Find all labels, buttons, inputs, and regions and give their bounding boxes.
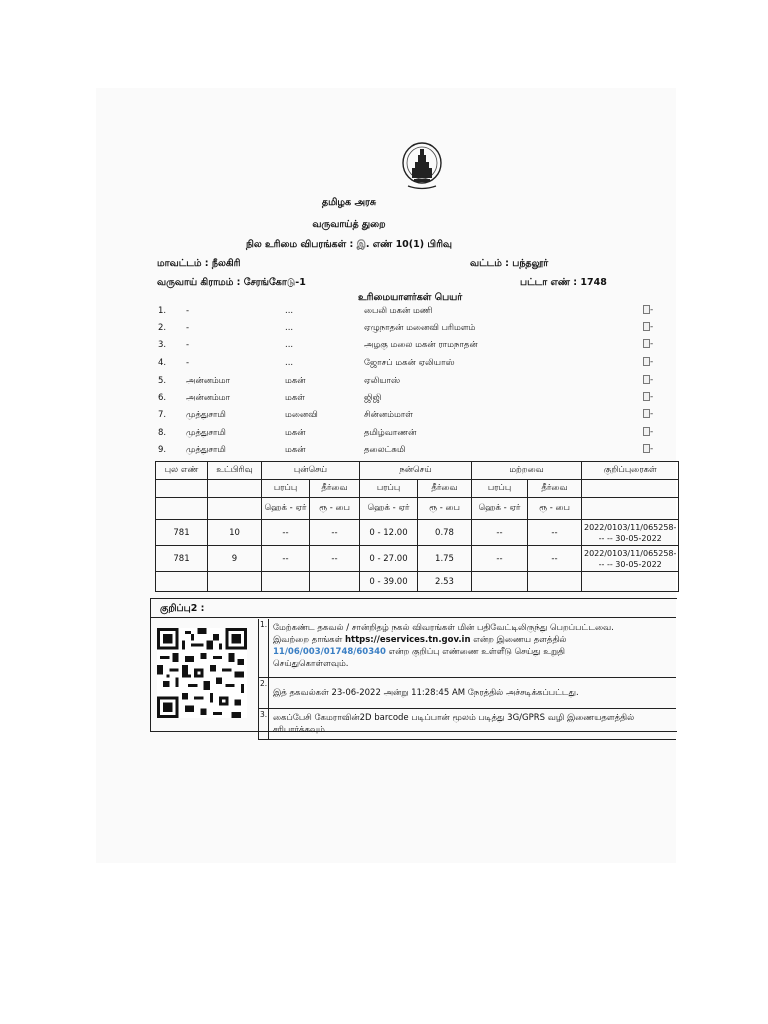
- table-row: [156, 546, 679, 572]
- broken-image-icon: -: [643, 409, 657, 421]
- note-number: 1.: [259, 619, 269, 677]
- col-area: பரப்பு: [360, 480, 418, 498]
- note-text: இத் தகவல்கள் 23-06-2022 அன்று 11:28:45 AM நேரத்தில் அச்சடிக்கப்பட்டது.: [273, 688, 579, 698]
- owner-father: முத்துசாமி: [186, 410, 226, 420]
- owner-name: ஜோசப் மகன் ஏலியாஸ்: [364, 358, 455, 368]
- col-remarks: குறிப்புரைகள்: [582, 462, 679, 480]
- table-header-row: [156, 498, 679, 520]
- owner-name: ஏழுநாதன் மனைவி பரிமளம்: [364, 323, 476, 333]
- broken-image-icon: -: [643, 427, 657, 439]
- unit-rupee: ரூ - பை: [528, 498, 582, 520]
- notes-title: குறிப்பு2 :: [160, 603, 205, 614]
- divider: [150, 617, 676, 618]
- owner-number: 3.: [158, 340, 167, 350]
- note-item: [258, 619, 676, 678]
- cell-dry-tax: --: [310, 520, 360, 546]
- col-tax: தீர்வை: [528, 480, 582, 498]
- owner-father: முத்துசாமி: [186, 445, 226, 455]
- owner-relation: ...: [285, 340, 294, 350]
- land-details-table: [155, 461, 679, 592]
- cell-empty: [582, 480, 679, 498]
- cell-empty: [582, 498, 679, 520]
- qr-code: [157, 628, 247, 718]
- note-text: கைப்பேசி கேமராவின்2D barcode படிப்பான் மூலம் படித்து 3G/GPRS வழி இணையதளத்தில் சரிபார்க்கவும்: [273, 713, 635, 735]
- owner-name: தலைட்சுமி: [364, 445, 406, 455]
- cell-empty: [528, 572, 582, 592]
- cell-dry-area: --: [262, 520, 310, 546]
- owner-father: அன்னம்மா: [186, 393, 231, 403]
- cell-wet-tax: 1.75: [418, 546, 472, 572]
- cell-subdiv: 9: [208, 546, 262, 572]
- cell-empty: [262, 572, 310, 592]
- unit-hectare: ஹெக் - ஏர்: [262, 498, 310, 520]
- cell-other-tax: --: [528, 520, 582, 546]
- taluk-label: வட்டம் : பந்தலூர்: [470, 258, 549, 269]
- broken-image-icon: -: [643, 357, 657, 369]
- owner-relation: மனைவி: [285, 410, 318, 420]
- owner-father: -: [186, 306, 190, 316]
- owner-father: -: [186, 323, 190, 333]
- reference-number: 11/06/003/01748/60340: [273, 647, 386, 657]
- owner-father: -: [186, 358, 190, 368]
- table-header-row: [156, 480, 679, 498]
- broken-image-icon: -: [643, 375, 657, 387]
- cell-empty: [582, 572, 679, 592]
- patta-number: பட்டா எண் : 1748: [520, 277, 607, 288]
- cell-empty: [472, 572, 528, 592]
- owner-relation: மகள்: [285, 393, 305, 403]
- col-area: பரப்பு: [472, 480, 528, 498]
- owner-relation: மகன்: [285, 376, 306, 386]
- owners-title: உரிமையாளர்கள் பெயர்: [358, 292, 463, 303]
- cell-empty: [156, 572, 208, 592]
- cell-empty: [208, 572, 262, 592]
- cell-other-area: --: [472, 546, 528, 572]
- note-item: [258, 709, 676, 740]
- unit-rupee: ரூ - பை: [418, 498, 472, 520]
- cell-remarks: 2022/0103/11/065258- -- -- 30-05-2022: [582, 546, 679, 572]
- cell-dry-area: --: [262, 546, 310, 572]
- owner-relation: ...: [285, 306, 294, 316]
- owner-relation: மகன்: [285, 428, 306, 438]
- cell-empty: [310, 572, 360, 592]
- tamil-nadu-emblem: [388, 140, 456, 192]
- total-wet-area: 0 - 39.00: [360, 572, 418, 592]
- owner-name: ஜிஜி: [364, 393, 382, 403]
- owner-name: அழகு மலை மகன் ராமநாதன்: [364, 340, 478, 350]
- col-others: மற்றவை: [472, 462, 582, 480]
- owner-father: -: [186, 340, 190, 350]
- unit-rupee: ரூ - பை: [310, 498, 360, 520]
- eservices-link[interactable]: https://eservices.tn.gov.in: [344, 635, 471, 645]
- owner-name: பைலி மகன் மணி: [364, 306, 433, 316]
- total-wet-tax: 2.53: [418, 572, 472, 592]
- village-label: வருவாய் கிராமம் : சேரங்கோடு-1: [157, 277, 306, 288]
- broken-image-icon: -: [643, 322, 657, 334]
- col-tax: தீர்வை: [310, 480, 360, 498]
- owner-relation: ...: [285, 358, 294, 368]
- note-number: 2.: [259, 678, 269, 708]
- col-tax: தீர்வை: [418, 480, 472, 498]
- cell-remarks: 2022/0103/11/065258- -- -- 30-05-2022: [582, 520, 679, 546]
- owner-number: 2.: [158, 323, 167, 333]
- col-survey-no: புல எண்: [156, 462, 208, 480]
- unit-hectare: ஹெக் - ஏர்: [360, 498, 418, 520]
- owner-number: 6.: [158, 393, 167, 403]
- broken-image-icon: -: [643, 339, 657, 351]
- owner-father: அன்னம்மா: [186, 376, 231, 386]
- table-row: [156, 520, 679, 546]
- owner-relation: ...: [285, 323, 294, 333]
- owner-name: தமிழ்வாணன்: [364, 428, 417, 438]
- table-header-row: [156, 462, 679, 480]
- cell-empty: [208, 480, 262, 498]
- broken-image-icon: -: [643, 444, 657, 456]
- cell-dry-tax: --: [310, 546, 360, 572]
- owner-relation: மகன்: [285, 445, 306, 455]
- owner-number: 4.: [158, 358, 167, 368]
- cell-empty: [156, 480, 208, 498]
- unit-hectare: ஹெக் - ஏர்: [472, 498, 528, 520]
- owner-number: 5.: [158, 376, 167, 386]
- broken-image-icon: -: [643, 305, 657, 317]
- header-title: நில உரிமை விபரங்கள் : இ. எண் 10(1) பிரிவு: [245, 239, 452, 250]
- cell-wet-area: 0 - 27.00: [360, 546, 418, 572]
- cell-survey: 781: [156, 520, 208, 546]
- col-dry-land: புன்செய்: [262, 462, 360, 480]
- cell-other-area: --: [472, 520, 528, 546]
- cell-wet-tax: 0.78: [418, 520, 472, 546]
- table-total-row: [156, 572, 679, 592]
- broken-image-icon: -: [643, 392, 657, 404]
- col-area: பரப்பு: [262, 480, 310, 498]
- cell-empty: [156, 498, 208, 520]
- owner-name: ஏலியாஸ்: [364, 376, 401, 386]
- district-label: மாவட்டம் : நீலகிரி: [157, 258, 241, 269]
- note-text: மேற்கண்ட தகவல் / சான்றிதழ் நகல் விவரங்கள் மின் பதிவேட்டிலிருந்து பெறப்பட்டவை. இவற்றை தாங்கள் https://eservices.tn.gov.in என்ற இணைய தளத்தில் 11/06/003/01748/60340 என்ற குறிப்பு எண்ணை உள்ளீடு செய்து உறுதி செய்துகொள்ளவும்.: [273, 623, 614, 669]
- note-item: [258, 678, 676, 709]
- owner-number: 1.: [158, 306, 167, 316]
- header-govt: தமிழக அரசு: [321, 197, 377, 208]
- cell-empty: [208, 498, 262, 520]
- note-number: 3.: [259, 709, 269, 739]
- col-subdivision: உட்பிரிவு: [208, 462, 262, 480]
- owner-name: சின்னம்மாள்: [364, 410, 413, 420]
- notes-list: [258, 619, 676, 740]
- cell-other-tax: --: [528, 546, 582, 572]
- cell-wet-area: 0 - 12.00: [360, 520, 418, 546]
- owner-number: 7.: [158, 410, 167, 420]
- owner-number: 9.: [158, 445, 167, 455]
- col-wet-land: நன்செய்: [360, 462, 472, 480]
- header-dept: வருவாய்த் துறை: [312, 219, 386, 230]
- cell-subdiv: 10: [208, 520, 262, 546]
- owner-father: முத்துசாமி: [186, 428, 226, 438]
- owner-number: 8.: [158, 428, 167, 438]
- cell-survey: 781: [156, 546, 208, 572]
